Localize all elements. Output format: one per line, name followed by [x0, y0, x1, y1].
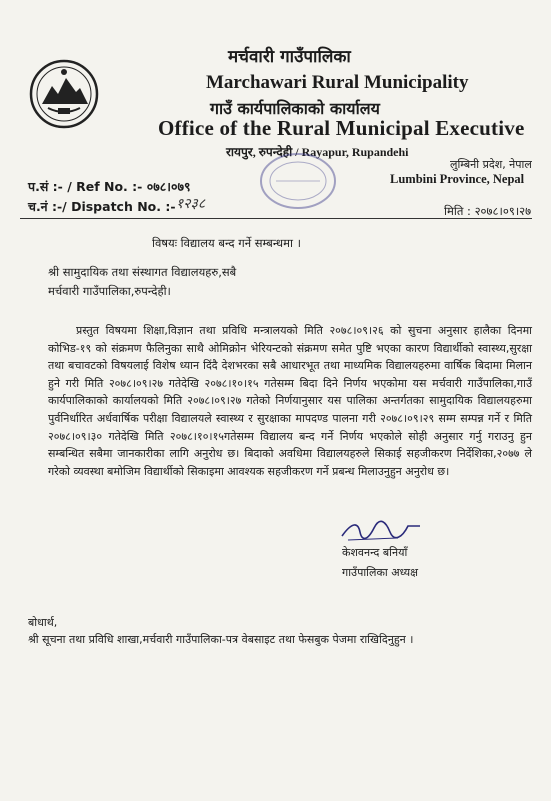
dispatch-number: [28, 198, 176, 215]
recipient-line-2: मर्चवारी गाउँपालिका,रुपन्देही।: [48, 284, 171, 298]
reference-label: प.सं :- / Ref No. :-: [28, 179, 143, 194]
date-value: २०७८।०९।२७: [474, 204, 532, 218]
date-label: मिति :: [444, 204, 471, 218]
header-office-english: Office of the Rural Municipal Executive: [158, 116, 525, 140]
province-english: Lumbini Province, Nepal: [390, 172, 525, 186]
letter-body: प्रस्तुत विषयमा शिक्षा,विज्ञान तथा प्रविधि मन्त्रालयको मिति २०७८।०९।२६ को सुचना अनुसार हालैका दिनमा कोभिड-१९ को संक्रमण फैलिनुका साथै ओमिक्रोन भेरियन्टको संक्रमण समेत पुष्टि भएका कारण विद्यार्थीको स्वास्थ्य,सुरक्षा तथा बचावटको विषयलाई विशेष ध्यान दिंदै देशभरका सबै आधारभूत तथा माध्यमिक विद्यालयहरुमा वार्षिक बिदामा मिलान हुने गरी मिति २०७८।०९।२७ गतेदेखि २०७८।१०।१५ गतेसम्म बिदा दिने निर्णय भएकोमा यस मर्चवारी गाउँपालिका,गाउँ कार्यपालिकाको कार्यालयको मिति २०७८।०९।२७ गतेको निर्णयानुसार यस पालिका अन्तर्गतका सामुदायिक विद्यालयहरुमा पुर्वनिर्धारित अर्धवार्षिक परीक्षा विद्यालयले स्वास्थ्य र सुरक्षाका मापदण्ड पालना गरी २०७८।०९।२९ सम्म सम्पन्न गर्ने र मिति २०७८।०९।३० गतेदेखि मिति २०७८।१०।१५गतेसम्म विद्यालय बन्द गर्ने निर्णय भएकोले सोही अनुसार गर्नु गराउनु हुन सम्बन्धित सबैमा जानकारीका लागि अनुरोध छ। बिदाको अवधिमा विद्यालयहरुले सिकाई सहजीकरण निर्देशिका,२०७७ ले गरेको व्यवस्था बमोजिम विद्यार्थीको सिकाइमा आवश्यक सहजीकरण गर्ने प्रबन्ध मिलाउनुहुन अनुरोध छ।: [48, 324, 532, 478]
cc-line: श्री सूचना तथा प्रविधि शाखा,मर्चवारी गाउँपालिका-पत्र वेबसाइट तथा फेसबुक पेजमा राखिदिनुहुन ।: [28, 633, 414, 646]
dispatch-label: च.नं :-/ Dispatch No. :-: [28, 199, 176, 214]
reference-number: [28, 178, 190, 195]
header-address: रायपुर, रुपन्देही / Rayapur, Rupandehi: [226, 145, 409, 159]
cc-label: बोधार्थ,: [28, 616, 58, 629]
letter-subject: विषयः विद्यालय बन्द गर्ने सम्बन्धमा ।: [152, 236, 301, 250]
province-nepali: लुम्बिनी प्रदेश, नेपाल: [450, 158, 532, 171]
signatory-title: गाउँपालिका अध्यक्ष: [342, 566, 419, 579]
signatory-name: केशवनन्द बनियाँ: [342, 546, 408, 559]
handwritten-signature-icon: [338, 518, 424, 544]
header-office-nepali: गाउँ कार्यपालिकाको कार्यालय: [210, 99, 380, 118]
municipality-emblem-icon: [28, 58, 100, 130]
dispatch-value-handwritten: १२३८: [176, 196, 206, 212]
header-divider: [20, 218, 532, 219]
recipient-line-1: श्री सामुदायिक तथा संस्थागत विद्यालयहरु,सबै: [48, 265, 237, 279]
header-name-english: Marchawari Rural Municipality: [206, 72, 469, 93]
reference-value: ०७८।०७९: [146, 179, 191, 194]
header-name-nepali: मर्चवारी गाउँपालिका: [228, 47, 351, 67]
office-stamp-icon: [258, 150, 338, 212]
letter-date: [444, 204, 531, 219]
